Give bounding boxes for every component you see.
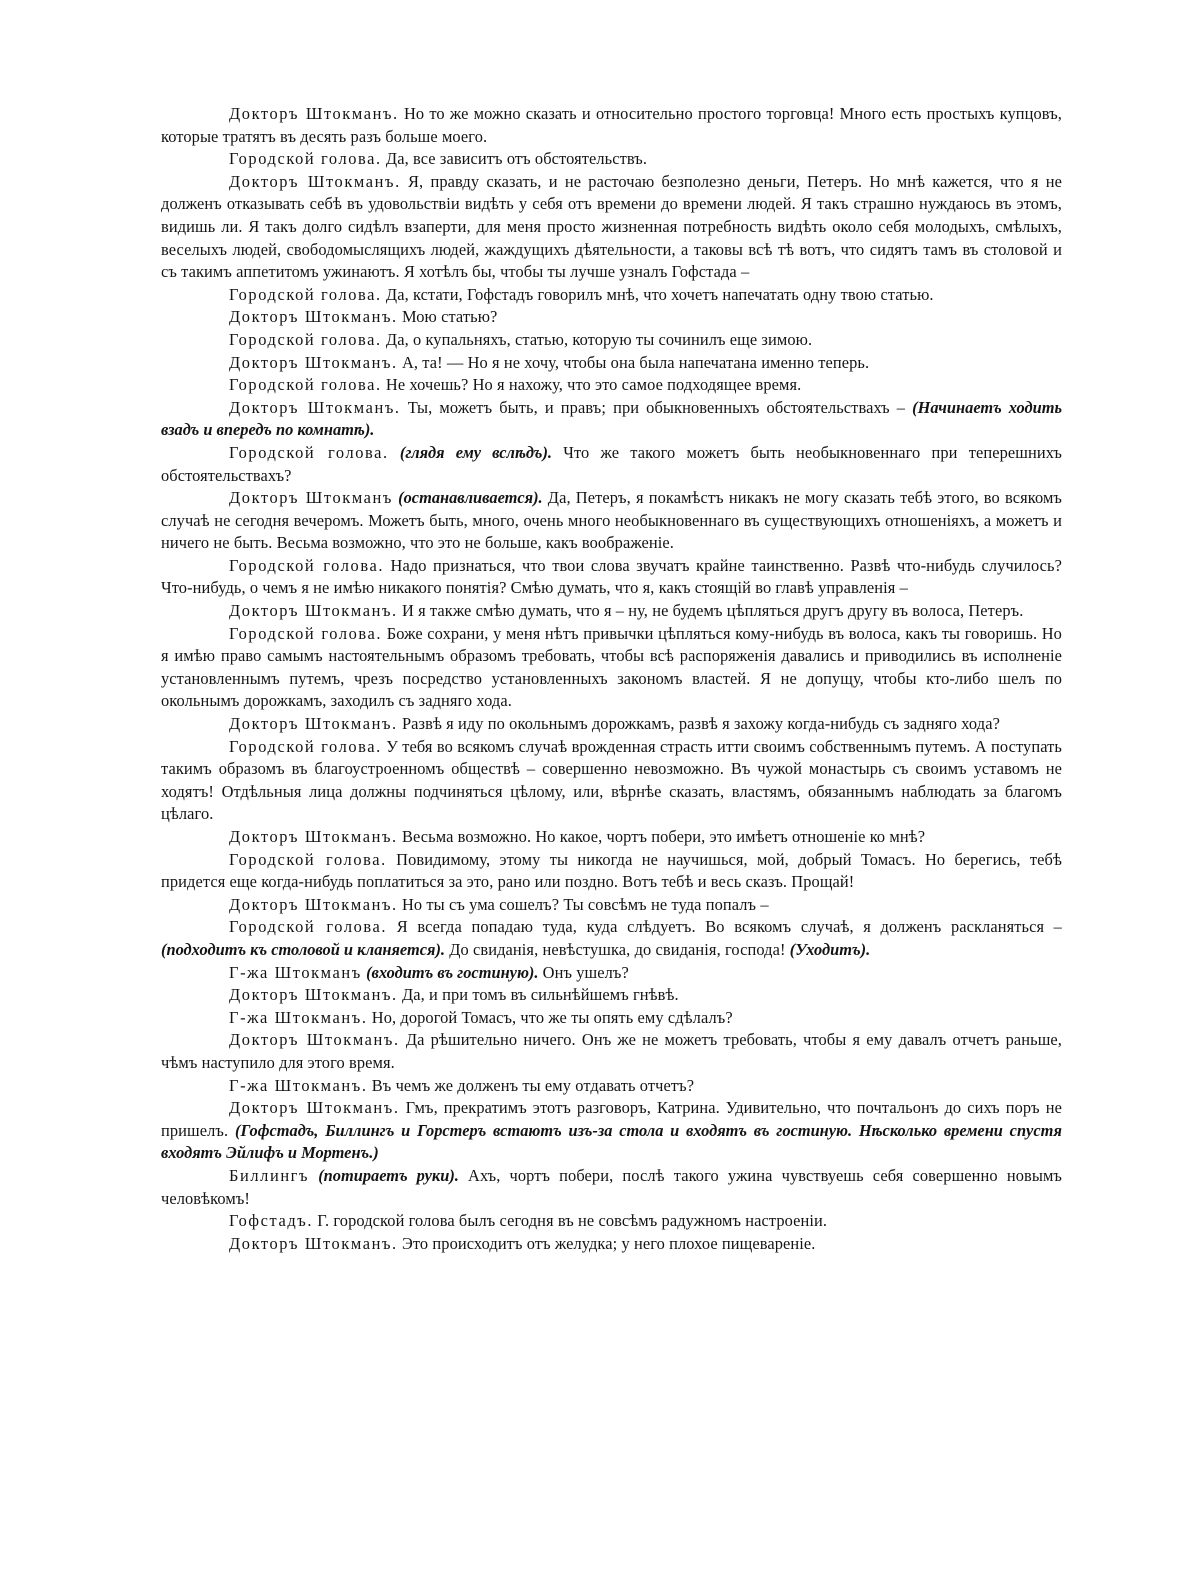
speaker-name: Гофстадъ. — [229, 1211, 314, 1231]
speech-text — [389, 443, 400, 462]
stage-direction: (Гофстадъ, Биллингъ и Горстеръ встаютъ изъ-за стола и входятъ въ гостиную. Нѣсколько времени спустя входятъ Эйлифъ и Мортенъ.) — [161, 1120, 1063, 1163]
dialogue-paragraph — [161, 103, 1062, 148]
speaker-name: Городской голова. — [229, 623, 383, 643]
stage-direction: (входитъ въ гостиную). — [366, 962, 539, 982]
speech-text: Но то же можно сказать и относительно простого торговца! Много есть простыхъ купцовъ, которые тратятъ въ десять разъ больше моего. — [161, 104, 1062, 146]
speaker-name: Докторъ Штокманъ. — [229, 1098, 400, 1118]
speaker-name: Докторъ Штокманъ. — [229, 104, 399, 123]
speaker-name: Докторъ Штокманъ. — [229, 1233, 398, 1253]
speaker-name: Докторъ Штокманъ. — [229, 1030, 400, 1050]
stage-direction: (потираетъ руки). — [318, 1165, 459, 1185]
speech-text: Онъ ушелъ? — [538, 962, 629, 982]
speech-text: Надо признаться, что твои слова звучатъ крайне таинственно. Развѣ что-нибудь случилось? Что-нибудь, о чемъ я не имѣю никакого понятія? Смѣю думать, что я, какъ стоящій во главѣ управленія – — [161, 555, 1062, 598]
dialogue-paragraph — [161, 306, 1062, 329]
dialogue-paragraph — [161, 826, 1062, 849]
speech-text: Но ты съ ума сошелъ? Ты совсѣмъ не туда попалъ – — [397, 894, 769, 914]
speech-text: Ты, можетъ быть, и правъ; при обыкновенныхъ обстоятельствахъ – — [400, 397, 913, 417]
dialogue-paragraph — [161, 329, 1062, 352]
dialogue-paragraph — [161, 555, 1062, 600]
dialogue-paragraph — [161, 894, 1062, 917]
speech-text: Не хочешь? Но я нахожу, что это самое подходящее время. — [381, 375, 802, 395]
speech-text: Ахъ, чортъ побери, послѣ такого ужина чувствуешь себя совершенно новымъ человѣкомъ! — [161, 1165, 1062, 1208]
dialogue-paragraph — [161, 849, 1062, 894]
dialogue-paragraph — [161, 1097, 1062, 1165]
speaker-name: Докторъ Штокманъ. — [229, 894, 398, 914]
speaker-name: Г-жа Штокманъ. — [229, 1007, 368, 1027]
speech-text: Да, и при томъ въ сильнѣйшемъ гнѣвѣ. — [397, 985, 679, 1005]
dialogue-paragraph — [161, 1233, 1062, 1256]
speaker-name: Городской голова. — [229, 849, 387, 869]
dialogue-paragraph — [161, 1029, 1062, 1074]
speaker-name: Городской голова. — [229, 555, 385, 575]
dialogue-paragraph — [161, 284, 1062, 307]
speech-text: Да, кстати, Гофстадъ говорилъ мнѣ, что хочетъ напечатать одну твою статью. — [381, 284, 934, 304]
dialogue-paragraph — [161, 148, 1062, 171]
dialogue-paragraph — [161, 916, 1062, 961]
play-text-body — [161, 103, 1062, 1255]
stage-direction: (останавливается). — [398, 488, 543, 508]
stage-direction: (Уходитъ). — [789, 939, 871, 959]
dialogue-paragraph — [161, 713, 1062, 736]
speaker-name: Докторъ Штокманъ. — [229, 397, 401, 417]
speech-text: Что же такого можетъ быть необыкновеннаго при теперешнихъ обстоятельствахъ? — [161, 442, 1062, 485]
speech-text: Мою статью? — [397, 307, 498, 327]
stage-direction: (Начинаетъ ходить взадъ и впередъ по комнатѣ). — [161, 397, 1062, 440]
speaker-name: Городской голова. — [229, 375, 382, 395]
speaker-name: Г-жа Штокманъ. — [229, 1075, 368, 1095]
speech-text: Да, все зависитъ отъ обстоятельствъ. — [381, 149, 648, 169]
speech-text: Повидимому, этому ты никогда не научишься, мой, добрый Томасъ. Но берегись, тебѣ придется еще когда-нибудь поплатиться за это, рано или поздно. Вотъ тебѣ и весь сказъ. Прощай! — [161, 849, 1062, 892]
speaker-name: Городской голова. — [229, 442, 389, 462]
dialogue-paragraph — [161, 171, 1062, 284]
dialogue-paragraph — [161, 487, 1062, 555]
speaker-name: Городской голова. — [229, 736, 382, 756]
dialogue-paragraph — [161, 1165, 1062, 1210]
speech-text: Гмъ, прекратимъ этотъ разговоръ, Катрина. Удивительно, что почтальонъ до сихъ поръ не пришелъ. — [161, 1098, 1062, 1140]
speaker-name: Докторъ Штокманъ. — [229, 714, 398, 734]
dialogue-paragraph — [161, 984, 1062, 1007]
speaker-name: Докторъ Штокманъ — [229, 488, 393, 508]
dialogue-paragraph — [161, 352, 1062, 375]
speech-text — [309, 1166, 318, 1185]
speaker-name: Докторъ Штокманъ. — [229, 171, 401, 191]
speech-text: Развѣ я иду по окольнымъ дорожкамъ, развѣ я захожу когда-нибудь съ задняго хода? — [397, 714, 1000, 734]
speech-text: Да, Петеръ, я покамѣстъ никакъ не могу сказать тебѣ этого, во всякомъ случаѣ не сегодня вечеромъ. Можетъ быть, много, очень много необыкновеннаго въ существующихъ отношеніяхъ, а можетъ и ничего не быть. Весьма возможно, что это не больше, какъ воображеніе. — [161, 488, 1062, 553]
speech-text: Да, о купальняхъ, статью, которую ты сочинилъ еще зимою. — [381, 329, 813, 349]
dialogue-paragraph — [161, 623, 1062, 713]
speaker-name: Городской голова. — [229, 917, 388, 937]
speech-text: А, та! — Но я не хочу, чтобы она была напечатана именно теперь. — [397, 352, 870, 372]
dialogue-paragraph — [161, 736, 1062, 826]
speech-text: Въ чемъ же долженъ ты ему отдавать отчетъ? — [367, 1075, 695, 1095]
dialogue-paragraph — [161, 1075, 1062, 1098]
speech-text: Весьма возможно. Но какое, чортъ побери, это имѣетъ отношеніе ко мнѣ? — [397, 827, 926, 846]
speaker-name: Г-жа Штокманъ — [229, 962, 362, 982]
dialogue-paragraph — [161, 374, 1062, 397]
speaker-name: Докторъ Штокманъ. — [229, 601, 398, 621]
speech-text: Но, дорогой Томасъ, что же ты опять ему сдѣлалъ? — [367, 1007, 733, 1027]
speech-text: Г. городской голова былъ сегодня въ не совсѣмъ радужномъ настроеніи. — [313, 1211, 828, 1231]
dialogue-paragraph — [161, 397, 1062, 442]
speech-text: Боже сохрани, у меня нѣтъ привычки цѣпляться кому-нибудь въ волоса, какъ ты говоришь. Но я имѣю право самымъ настоятельнымъ образомъ требовать, чтобы всѣ распоряженія давались и приводились въ исполненіе установленнымъ путемъ, чрезъ посредство установленныхъ закономъ властей. Я не допущу, чтобы кто-либо шелъ по окольнымъ дорожкамъ, заходилъ съ задняго хода. — [161, 623, 1062, 711]
speaker-name: Докторъ Штокманъ. — [229, 827, 398, 846]
speech-text: У тебя во всякомъ случаѣ врожденная страсть итти своимъ собственнымъ путемъ. А поступать такимъ образомъ въ благоустроенномъ обществѣ – совершенно невозможно. Въ чужой монастырь съ своимъ уставомъ не ходятъ! Отдѣльныя лица должны подчиняться цѣлому, или, вѣрнѣе сказать, властямъ, обязаннымъ наблюдать за благомъ цѣлаго. — [161, 736, 1062, 824]
dialogue-paragraph — [161, 1007, 1062, 1030]
speech-text: Я, правду сказать, и не расточаю безполезно деньги, Петеръ. Но мнѣ кажется, что я не долженъ отказывать себѣ въ удовольствіи видѣть у себя отъ времени до времени людей. Я такъ страшно нуждаюсь въ этомъ, видишь ли. Я такъ долго сидѣлъ взаперти, для меня просто жизненная потребность видѣть около себя молодыхъ, смѣлыхъ, веселыхъ людей, свободомыслящихъ людей, жаждущихъ дѣятельности, а таковы всѣ тѣ вотъ, что сидятъ тамъ въ столовой и съ такимъ аппетитомъ ужинаютъ. Я хотѣлъ бы, чтобы ты лучше узналъ Гофстада – — [161, 171, 1062, 282]
dialogue-paragraph — [161, 442, 1062, 487]
stage-direction: (глядя ему вслѣдъ). — [399, 442, 553, 462]
speaker-name: Городской голова. — [229, 149, 382, 169]
speaker-name: Биллингъ — [229, 1165, 310, 1185]
speech-text: Это происходитъ отъ желудка; у него плохое пищевареніе. — [397, 1233, 816, 1253]
speaker-name: Городской голова. — [229, 284, 382, 304]
speaker-name: Докторъ Штокманъ. — [229, 985, 398, 1005]
speaker-name: Докторъ Штокманъ. — [229, 307, 398, 327]
dialogue-paragraph — [161, 962, 1062, 985]
speaker-name: Докторъ Штокманъ. — [229, 352, 398, 372]
speaker-name: Городской голова. — [229, 329, 382, 349]
speech-text: Да рѣшительно ничего. Онъ же не можетъ требовать, чтобы я ему давалъ отчетъ раньше, чѣмъ наступило для этого время. — [161, 1030, 1062, 1072]
dialogue-paragraph — [161, 600, 1062, 623]
dialogue-paragraph — [161, 1210, 1062, 1233]
speech-text: И я также смѣю думать, что я – ну, не будемъ цѣпляться другъ другу въ волоса, Петеръ. — [397, 601, 1024, 621]
stage-direction: (подходитъ къ столовой и кланяется). — [161, 939, 446, 959]
speech-text: Я всегда попадаю туда, куда слѣдуетъ. Во всякомъ случаѣ, я долженъ раскланяться – — [387, 917, 1062, 937]
speech-text: До свиданія, невѣстушка, до свиданія, господа! — [445, 939, 790, 959]
